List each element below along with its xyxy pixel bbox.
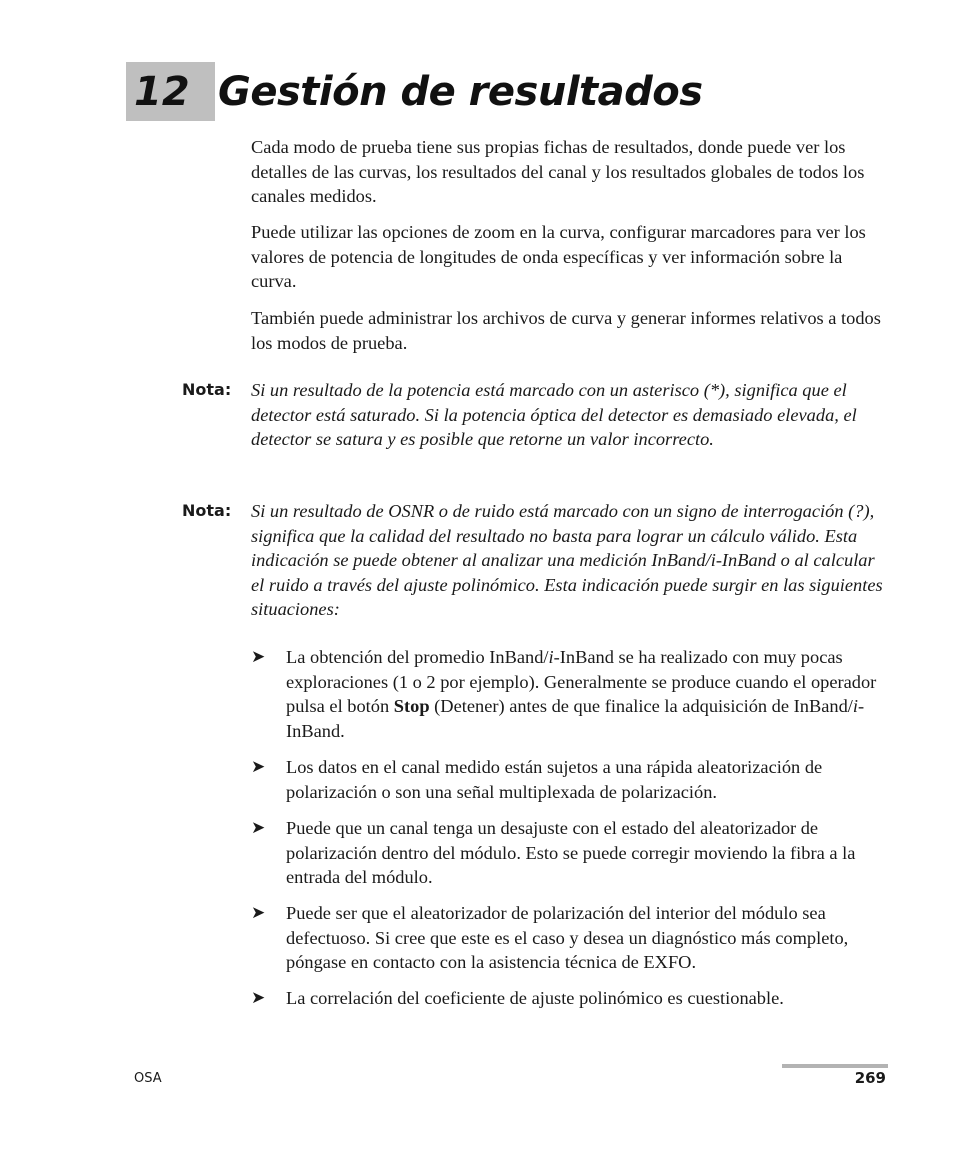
- list-item: La obtención del promedio InBand/i-InBand se ha realizado con muy pocas exploraciones (1 o 2 por ejemplo). Generalmente se produce cuando el operador pulsa el botón Stop (Detener) antes de que finalice la adquisición de InBand/i-InBand.: [286, 647, 877, 741]
- arrow-bullet-icon: ➤: [251, 647, 266, 667]
- list-item: La correlación del coeficiente de ajuste polinómico es cuestionable.: [286, 988, 784, 1008]
- chapter-title: Gestión de resultados: [218, 69, 703, 115]
- footer-rule: [782, 1064, 888, 1068]
- page-number: 269: [854, 1069, 886, 1087]
- note-label: Nota:: [182, 380, 232, 399]
- intro-paragraph: También puede administrar los archivos de curva y generar informes relativos a todos los modos de prueba.: [251, 308, 881, 353]
- footer-product: OSA: [134, 1071, 162, 1086]
- note-label: Nota:: [182, 501, 232, 520]
- chapter-number: 12: [134, 69, 190, 115]
- arrow-bullet-icon: ➤: [251, 903, 266, 923]
- list-item: Puede que un canal tenga un desajuste con el estado del aleatorizador de polarización dentro del módulo. Esto se puede corregir moviendo la fibra a la entrada del módulo.: [286, 818, 856, 888]
- list-item: Los datos en el canal medido están sujetos a una rápida aleatorización de polarización o son una señal multiplexada de polarización.: [286, 757, 823, 802]
- intro-paragraph: Cada modo de prueba tiene sus propias fichas de resultados, donde puede ver los detalles de las curvas, los resultados del canal y los resultados globales de todos los canales medidos.: [251, 137, 865, 207]
- intro-paragraph: Puede utilizar las opciones de zoom en la curva, configurar marcadores para ver los valores de potencia de longitudes de onda específicas y ver información sobre la curva.: [251, 222, 866, 292]
- arrow-bullet-icon: ➤: [251, 988, 266, 1008]
- note-text: Si un resultado de la potencia está marcado con un asterisco (*), significa que el detector está saturado. Si la potencia óptica del detector es demasiado elevada, el detector se satura y es posible que retorne un valor incorrecto.: [251, 380, 857, 450]
- list-item: Puede ser que el aleatorizador de polarización del interior del módulo sea defectuoso. Si cree que este es el caso y desea un diagnóstico más completo, póngase en contacto con la asistencia técnica de EXFO.: [286, 903, 849, 973]
- arrow-bullet-icon: ➤: [251, 757, 266, 777]
- arrow-bullet-icon: ➤: [251, 818, 266, 838]
- note-text: Si un resultado de OSNR o de ruido está marcado con un signo de interrogación (?), significa que la calidad del resultado no basta para lograr un cálculo válido. Esta indicación se puede obtener al analizar una medición InBand/i-InBand o al calcular el ruido a través del ajuste polinómico. Esta indicación puede surgir en las siguientes situaciones:: [251, 501, 883, 620]
